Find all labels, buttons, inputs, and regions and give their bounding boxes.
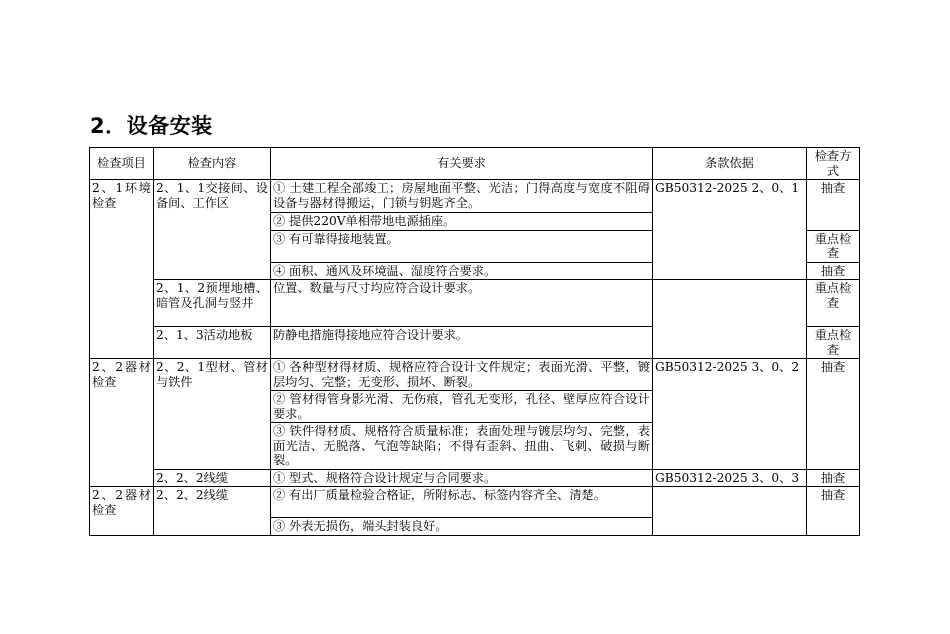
content-cell: 2、1、2预埋地槽、暗管及孔洞与竖井 xyxy=(154,280,271,327)
table-row xyxy=(90,359,860,391)
mode-cell: 抽查 xyxy=(807,359,860,470)
header-basis: 条款依据 xyxy=(653,148,807,180)
content-cell: 2、2、1型材、管材与铁件 xyxy=(154,359,271,470)
header-mode: 检查方式 xyxy=(807,148,860,180)
inspection-table xyxy=(89,147,860,536)
requirement-cell: ③ 外表无损伤，端头封装良好。 xyxy=(271,518,653,536)
requirement-cell: ④ 面积、通风及环境温、湿度符合要求。 xyxy=(271,262,653,280)
header-content: 检查内容 xyxy=(154,148,271,180)
requirement-cell: ② 管材得管身影光滑、无伤痕，管孔无变形，孔径、壁厚应符合设计要求。 xyxy=(271,391,653,423)
basis-cell: GB50312-2025 3、0、3 xyxy=(653,469,807,487)
mode-cell: 重点检查 xyxy=(807,230,860,262)
requirement-cell: ③ 有可靠得接地装置。 xyxy=(271,230,653,262)
header-requirement: 有关要求 xyxy=(271,148,653,180)
basis-cell: GB50312-2025 3、0、2 xyxy=(653,359,807,470)
requirement-cell: ② 提供220V单相带地电源插座。 xyxy=(271,213,653,231)
mode-cell: 抽查 xyxy=(807,469,860,487)
requirement-cell: ① 各种型材得材质、规格应符合设计文件规定；表面光滑、平整，镀层均匀、完整；无变形、损坏、断裂。 xyxy=(271,359,653,391)
requirement-cell: ① 型式、规格符合设计规定与合同要求。 xyxy=(271,469,653,487)
requirement-cell: 防静电措施得接地应符合设计要求。 xyxy=(271,327,653,359)
requirement-cell: 位置、数量与尺寸均应符合设计要求。 xyxy=(271,280,653,327)
item-cell: 2、1环境检查 xyxy=(90,180,154,359)
item-cell: 2、2器材检查 xyxy=(90,359,154,487)
mode-cell: 重点检查 xyxy=(807,327,860,359)
requirement-cell: ① 土建工程全部竣工；房屋地面平整、光洁；门得高度与宽度不阻碍设备与器材得搬运，门锁与钥匙齐全。 xyxy=(271,180,653,213)
content-cell: 2、2、2线缆 xyxy=(154,487,271,536)
content-cell: 2、1、3活动地板 xyxy=(154,327,271,359)
basis-cell xyxy=(653,487,807,536)
table-row xyxy=(90,280,860,327)
table-row xyxy=(90,469,860,487)
requirement-cell: ③ 铁件得材质、规格符合质量标准；表面处理与镀层均匀、完整，表面光洁、无脱落、气泡等缺陷；不得有歪斜、扭曲、飞刺、破损与断裂。 xyxy=(271,423,653,470)
mode-cell: 抽查 xyxy=(807,262,860,280)
header-item: 检查项目 xyxy=(90,148,154,180)
item-cell: 2、2器材检查 xyxy=(90,487,154,536)
basis-cell xyxy=(653,280,807,359)
mode-cell: 抽查 xyxy=(807,180,860,231)
content-cell: 2、2、2线缆 xyxy=(154,469,271,487)
table-header-row xyxy=(90,148,860,180)
table-row xyxy=(90,180,860,213)
table-row xyxy=(90,487,860,518)
requirement-cell: ② 有出厂质量检验合格证，所附标志、标签内容齐全、清楚。 xyxy=(271,487,653,518)
mode-cell: 重点检查 xyxy=(807,280,860,327)
mode-cell: 抽查 xyxy=(807,487,860,536)
section-title: 2．设备安装 xyxy=(90,114,213,138)
content-cell: 2、1、1交接间、设备间、工作区 xyxy=(154,180,271,280)
basis-cell: GB50312-2025 2、0、1 xyxy=(653,180,807,280)
